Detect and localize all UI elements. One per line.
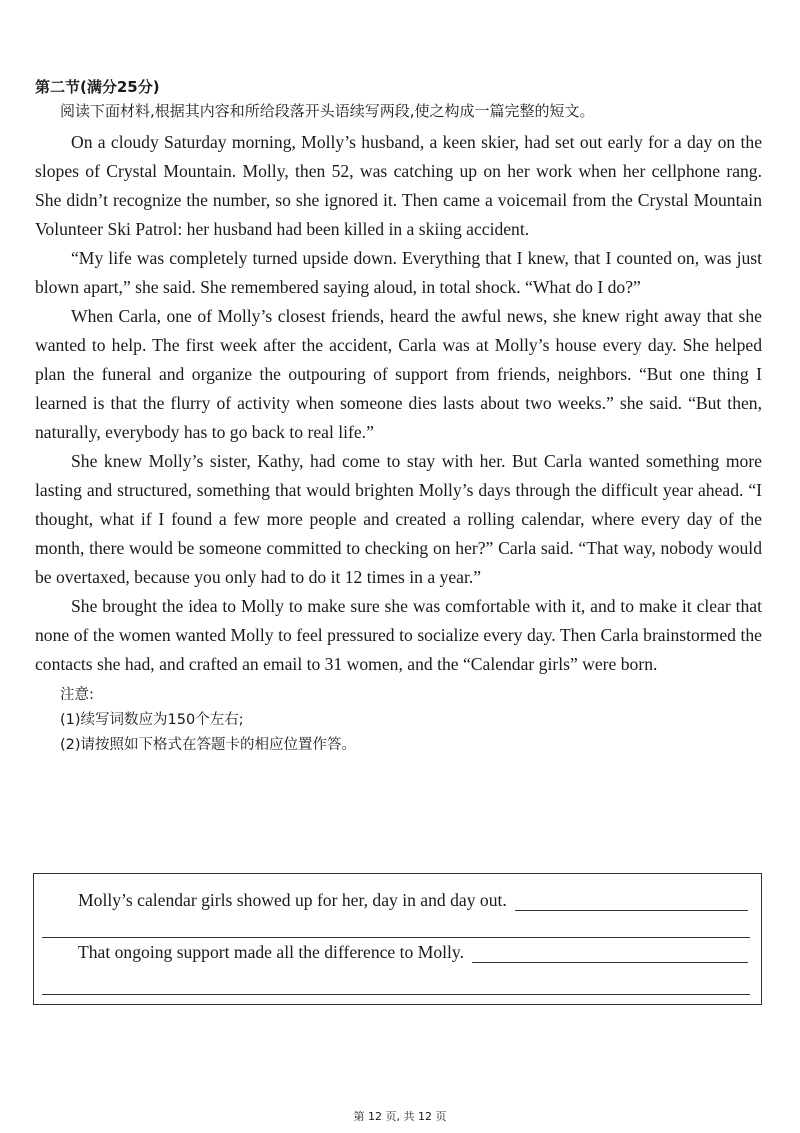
paragraph-3: When Carla, one of Molly’s closest friends, heard the awful news, she knew right away that she wanted to help. The first week after the accident, Carla was at Molly’s house every day. She helped plan the funeral and organize the outpouring of support from friends, neighbors. “But one thing I learned is that the flurry of activity when someone dies lasts about two weeks.” she said. “But then, naturally, everybody has to go back to real life.” (35, 306, 762, 442)
answer-line-1 (78, 890, 748, 911)
answer-blank-1[interactable] (515, 892, 748, 911)
page-footer: 第 12 页, 共 12 页 (353, 1110, 447, 1123)
section-title: 第二节(满分25分) (35, 78, 160, 96)
instruction-text: 阅读下面材料,根据其内容和所给段落开头语续写两段,使之构成一篇完整的短文。 (60, 102, 595, 120)
paragraph-4: She knew Molly’s sister, Kathy, had come to stay with her. But Carla wanted something more lasting and structured, something that would brighten Molly’s days through the difficult year ahead. “I thought, what if I found a few more people and created a rolling calendar, where every day of the month, there would be someone committed to checking on her?” Carla said. “That way, nobody would be overtaxed, because you only had to do it 12 times in a year.” (35, 451, 762, 587)
answer-box (33, 873, 762, 1005)
paragraph-1: On a cloudy Saturday morning, Molly’s husband, a keen skier, had set out early for a day on the slopes of Crystal Mountain. Molly, then 52, was catching up on her work when her cellphone rang. She didn’t recognize the number, so she ignored it. Then came a voicemail from the Crystal Mountain Volunteer Ski Patrol: her husband had been killed in a skiing accident. (35, 132, 762, 239)
note-item-1: (1)续写词数应为150个左右; (60, 712, 244, 728)
answer-rule-1[interactable] (42, 937, 750, 938)
answer-blank-2[interactable] (472, 944, 748, 963)
answer-prompt-2: That ongoing support made all the difference to Molly. (78, 942, 464, 962)
answer-prompt-1: Molly’s calendar girls showed up for her, day in and day out. (78, 890, 507, 910)
note-item-2: (2)请按照如下格式在答题卡的相应位置作答。 (60, 737, 357, 753)
notes-heading: 注意: (60, 687, 94, 703)
page-content (35, 76, 762, 758)
paragraph-2: “My life was completely turned upside down. Everything that I knew, that I counted on, was just blown apart,” she said. She remembered saying aloud, in total shock. “What do I do?” (35, 248, 762, 297)
answer-line-2 (78, 942, 748, 963)
paragraph-5: She brought the idea to Molly to make sure she was comfortable with it, and to make it clear that none of the women wanted Molly to feel pressured to socialize every day. Then Carla brainstormed the contacts she had, and crafted an email to 31 women, and the “Calendar girls” were born. (35, 596, 762, 674)
notes-section (35, 683, 762, 758)
answer-rule-2[interactable] (42, 994, 750, 995)
